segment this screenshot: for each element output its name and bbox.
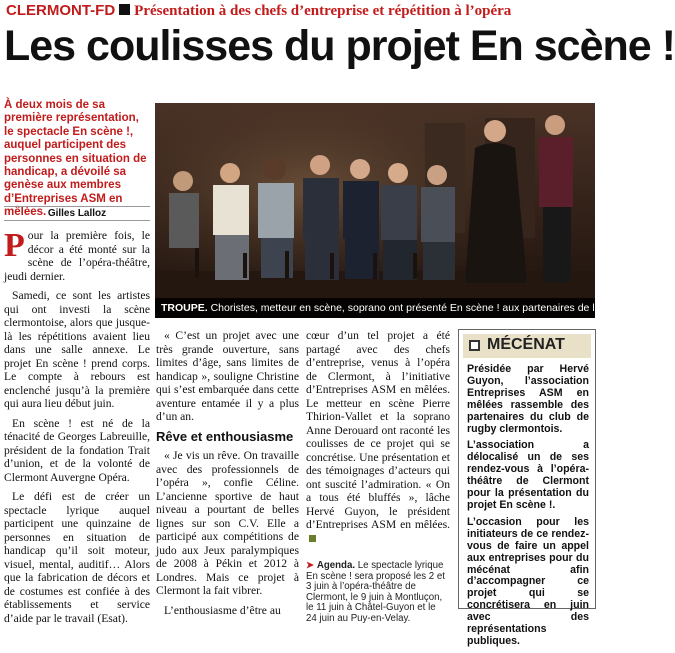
drop-cap: P	[4, 227, 25, 264]
stage-photo-illustration	[155, 103, 595, 318]
byline: Gilles Lalloz	[4, 206, 150, 221]
paragraph: « C’est un projet avec une très grande ouverture, sans limites d’âge, sans limites de handicap », souligne Christine qui s’est embarquée dans cette aventure entamée il y a plus d’un an.	[156, 329, 299, 423]
kicker-subtitle: Présentation à des chefs d’entreprise et répétition à l’opéra	[134, 3, 512, 19]
mecenat-body	[467, 364, 589, 653]
caption-lead: TROUPE.	[161, 302, 208, 314]
paragraph: Présidée par Hervé Guyon, l’association Entreprises ASM en mêlées rassemble des partenaires du club de rugby clermontois.	[467, 363, 589, 435]
paragraph-text: our la première fois, le décor a été monté sur la scène de l’opéra-théâtre, jeudi dernier.	[4, 229, 150, 283]
arrow-icon: ➤	[306, 560, 315, 571]
column-3	[306, 329, 450, 551]
caption-text: Choristes, metteur en scène, soprano ont présenté En scène ! aux partenaires de l’ASM.	[210, 302, 623, 314]
paragraph	[306, 329, 450, 545]
paragraph: Samedi, ce sont les artistes qui ont investi la scène clermontoise, alors que jusque-là les répétitions avaient lieu dans une salle annexe. Le projet En scène ! prend corps. Le compte à rebours est enclenché jusqu’à la première qui aura lieu début juin.	[4, 289, 150, 410]
paragraph	[4, 229, 150, 283]
city-label: CLERMONT-FD	[6, 2, 116, 19]
chapo: À deux mois de sa première représentation, le spectacle En scène !, auquel participent des personnes en situation de handicap, a dévoilé sa genèse aux membres d’Entreprises ASM en mêlées.	[4, 99, 147, 219]
column-2	[156, 329, 299, 623]
mecenat-header	[463, 334, 591, 358]
end-mark-icon	[309, 535, 316, 542]
headline: Les coulisses du projet En scène !	[4, 22, 675, 70]
mecenat-title: MÉCÉNAT	[487, 336, 565, 353]
kicker-line	[6, 2, 596, 22]
paragraph: L’association a délocalisé un de ses rendez-vous à l’opéra-théâtre de Clermont pour la présentation du projet En scène !.	[467, 439, 589, 511]
stage-photo	[155, 103, 595, 318]
agenda-label: Agenda.	[316, 560, 356, 571]
paragraph: « Je vis un rêve. On travaille avec des professionnels de l’opéra », confie Céline. L’ancienne sportive de haut niveau a pourtant de belles lignes sur son C.V. Elle a participé aux compétitions de judo aux Jeux paralympiques de 2008 à Pékin et 2012 à Londres. Mais ce projet à Clermont la fait vibrer.	[156, 449, 299, 597]
subheading: Rêve et enthousiasme	[156, 428, 294, 444]
square-bullet-icon	[119, 4, 130, 15]
photo-caption	[155, 298, 623, 318]
paragraph: En scène ! est né de la ténacité de Georges Labreuille, président de la fondation Trait d’union, et de la volonté de Clermont Auvergne Opéra.	[4, 416, 150, 484]
paragraph: L’occasion pour les initiateurs de ce rendez-vous de faire un appel aux entreprises pour du mécénat afin d’accompagner ce projet qui se concrétisera en juin avec des représentations publiques.	[467, 515, 589, 647]
checkbox-square-icon	[469, 340, 480, 351]
column-1	[4, 229, 150, 631]
agenda-text: Le spectacle lyrique En scène ! sera proposé les 2 et 3 juin à l’opéra-théâtre de Clermont, le 9 juin à Montluçon, le 11 juin à Châtel-Guyon et le 24 juin au Puy-en-Velay.	[306, 560, 445, 624]
paragraph: L’enthousiasme d’être au	[164, 603, 281, 617]
mecenat-sidebar	[458, 329, 596, 647]
paragraph: Le défi est de créer un spectacle lyrique auquel participent une quinzaine de personnes en situation de handicap qu’il soit moteur, visuel, mental, auditif… Alors que la fabrication de décors et de costumes est confiée à des établissements et service d’aide par le travail (Esat).	[4, 490, 150, 625]
agenda-box	[306, 561, 449, 624]
paragraph-text: cœur d’un tel projet a été partagé avec des chefs d’entreprise, venus à l’opéra de Clermont, à l’initiative d’Entreprises ASM en mêlées. Le metteur en scène Pierre Thirion-Vallet et la soprano Anne Derouard ont raconté les coulisses de ce projet qui se concrétise. Une présentation et des témoignages d’acteurs qui ont suscité l’admiration. « On a tous été bluffés », lâche Hervé Guyon, le président d’Entreprises ASM en mêlées.	[306, 329, 450, 531]
